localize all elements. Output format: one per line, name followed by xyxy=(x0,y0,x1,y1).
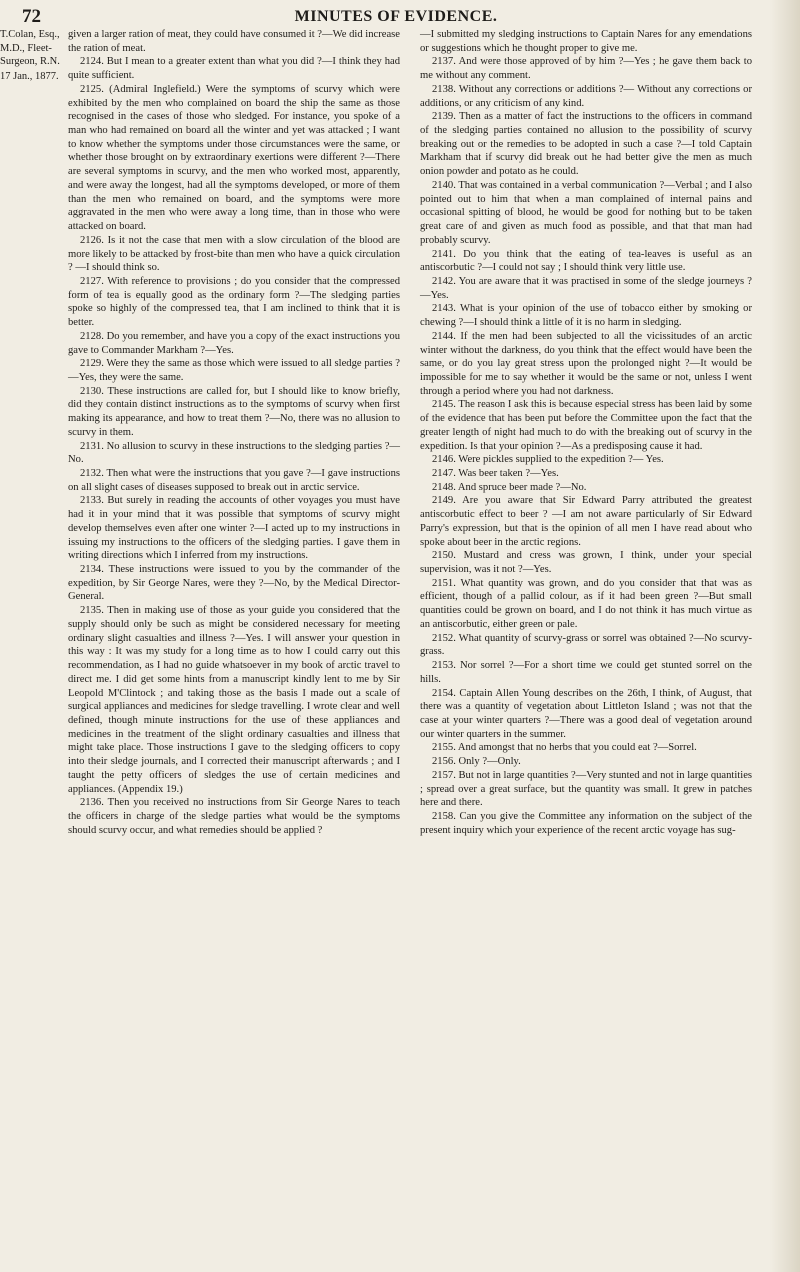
paragraph: —I submitted my sledging instructions to Captain Nares for any emendations or suggestions which he thought proper to give me. xyxy=(420,29,752,54)
paragraph: 2137. And were those approved of by him ?—Yes ; he gave them back to me without any comment. xyxy=(420,56,752,82)
paragraph: 2140. That was contained in a verbal communication ?—Verbal ; and I also pointed out to him that when a man complained of internal pains and occasional spitting of blood, he would be good for nothing but to be taken great care of and given as much food as possible, and that that man had probably scurvy. xyxy=(420,179,752,246)
paragraph: 2143. What is your opinion of the use of tobacco either by smoking or chewing ?—I should think a little of it is no harm in sledging. xyxy=(420,303,752,329)
page-edge-shadow xyxy=(770,0,800,1272)
paragraph: 2154. Captain Allen Young describes on the 26th, I think, of August, that there was a quantity of vegetation about Littleton Island ; was not that the case at your winter quarters ?—There was a good deal of vegetation around our winter quarters in the summer. xyxy=(420,687,752,740)
paragraph: 2132. Then what were the instructions that you gave ?—I gave instructions on all slight cases of diseases supposed to break out in arctic service. xyxy=(68,468,400,493)
paragraph: 2151. What quantity was grown, and do you consider that that was as efficient, though of a pallid colour, as if it had been green ?—But small quantities could be grown on board, and I do not think it has much virtue as an antiscorbutic, either green or pale. xyxy=(420,577,752,630)
paragraph: 2150. Mustard and cress was grown, I think, under your special supervision, was it not ?—Yes. xyxy=(420,550,752,576)
right-column xyxy=(420,28,752,837)
paragraph: 2133. But surely in reading the accounts of other voyages you must have had it in your mind that it was possible that symptoms of scurvy might develop themselves even after one winter ?—I acted up to my instructions in issuing my instructions to the officers of the sledging parties. I gave them in writing directions which I inferred from my instructions. xyxy=(68,495,400,562)
witness-name: T.Colan, Esq., M.D., Fleet-Surgeon, R.N. xyxy=(0,29,60,68)
margin-note xyxy=(0,28,62,82)
paragraph: 2142. You are aware that it was practised in some of the sledge journeys ?—Yes. xyxy=(420,275,752,301)
paragraph: 2124. But I mean to a greater extent than what you did ?—I think they had quite sufficient. xyxy=(68,56,400,82)
paragraph: 2146. Were pickles supplied to the expedition ?— Yes. xyxy=(432,454,664,466)
paragraph: 2125. (Admiral Inglefield.) Were the symptoms of scurvy which were exhibited by the men who complained on board the ship the same as those recognised in the cases of those who sledged. For instance, you spoke of a man who had remained on board all the winter and yet was attacked ; I want to know whether the symptoms under those circumstances were the same, or whether those brought on by extraordinary exertions were different ?—There are several symptoms in scurvy, and the men who worked most, apparently, and were away the longest, had all the symptoms developed, or more of them than the men who remained on board, and the symptoms were more aggravated in the men who were away a long time, than in those who were attacked on board. xyxy=(68,83,400,233)
paragraph: 2156. Only ?—Only. xyxy=(432,756,521,768)
paragraph: 2138. Without any corrections or additions ?— Without any corrections or additions, or any criticism of any kind. xyxy=(420,83,752,109)
paragraph: 2134. These instructions were issued to you by the commander of the expedition, by Sir George Nares, were they ?—No, by the Medical Director-General. xyxy=(68,564,400,603)
paragraph: 2147. Was beer taken ?—Yes. xyxy=(432,468,559,479)
paragraph: 2155. And amongst that no herbs that you could eat ?—Sorrel. xyxy=(432,742,697,754)
paragraph: 2136. Then you received no instructions from Sir George Nares to teach the officers in charge of the sledge parties what would be the symptoms should scurvy occur, and what remedies should be applied ? xyxy=(68,797,400,836)
paragraph: given a larger ration of meat, they could have consumed it ?—We did increase the ration of meat. xyxy=(68,29,400,54)
paragraph: 2128. Do you remember, and have you a copy of the exact instructions you gave to Commander Markham ?—Yes. xyxy=(68,330,400,356)
page-number: 72 xyxy=(22,6,41,27)
paragraph: 2141. Do you think that the eating of tea-leaves is useful as an antiscorbutic ?—I could not say ; I should think very little use. xyxy=(420,248,752,274)
paragraph: 2130. These instructions are called for, but I should like to know briefly, did they contain distinct instructions as to the symptoms of scurvy when first making its appearance, and how to treat them ?—No, there was no allusion to scurvy in them. xyxy=(68,385,400,438)
hearing-date: 17 Jan., 1877. xyxy=(0,71,59,82)
paragraph: 2152. What quantity of scurvy-grass or sorrel was obtained ?—No scurvy-grass. xyxy=(420,632,752,658)
paragraph: 2131. No allusion to scurvy in these instructions to the sledging parties ?—No. xyxy=(68,440,400,466)
running-title: MINUTES OF EVIDENCE. xyxy=(294,8,498,25)
paragraph: 2126. Is it not the case that men with a slow circulation of the blood are more likely to be attacked by frost-bite than men who have a quick circulation ? —I should think so. xyxy=(68,234,400,274)
paragraph: 2139. Then as a matter of fact the instructions to the officers in command of the sledging parties contained no allusion to the possibility of scurvy breaking out or the remedies to be adopted in such a case ?—I told Captain Markham that if scurvy did break out he had better give the men as much onion powder and potato as he could. xyxy=(420,111,752,178)
paragraph: 2144. If the men had been subjected to all the vicissitudes of an arctic winter without the darkness, do you think that the effect would have been the same, or do you lay great stress upon the prolonged night ?—It would be impossible for me to say whether it would be the same or not, unless I went through a period where you had not darkness. xyxy=(420,330,752,397)
paragraph: 2153. Nor sorrel ?—For a short time we could get stunted sorrel on the hills. xyxy=(420,660,752,685)
paragraph: 2127. With reference to provisions ; do you consider that the compressed form of tea is equally good as the ordinary form ?—The sledging parties spoke so highly of the compressed tea, that I am inclined to think that it is better. xyxy=(68,275,400,329)
paragraph: 2158. Can you give the Committee any information on the subject of the present inquiry which your experience of the recent arctic voyage has sug- xyxy=(420,810,752,836)
paragraph: 2148. And spruce beer made ?—No. xyxy=(432,481,587,493)
paragraph: 2157. But not in large quantities ?—Very stunted and not in large quantities ; spread over a great surface, but the quantity was small. It grew in patches here and there. xyxy=(420,769,753,809)
left-column xyxy=(68,28,400,837)
paragraph: 2145. The reason I ask this is because especial stress has been laid by some of the evidence that has been put before the Committee upon the fact that the greater length of night had much to do with the breaking out of scurvy in the expedition. Is that your opinion ?—As a predisposing cause it had. xyxy=(420,399,752,452)
paragraph: 2149. Are you aware that Sir Edward Parry attributed the greatest antiscorbutic effect to beer ? —I am not aware particularly of Sir Edward Parry's expression, but that is the opinion of all men I have read about who spoke about beer in the arctic regions. xyxy=(420,495,752,548)
paragraph: 2135. Then in making use of those as your guide you considered that the supply should only be such as might be considered necessary for meeting ordinary slight casualties and illness ?—Yes. I will answer your question in this way : It was my study for a long time as to how I could carry out this recommendation, as I had no guide whatsoever in my book of arctic travel to direct me. I did get some hints from a manuscript kindly lent to me by Sir Leopold M'Clintock ; and taking those as the basis I made out a scale of surgical appliances and medicines for sledge travelling. I wrote clear and well defined, though minute instructions for the use of these appliances and medicines in the treatment of the slight ordinary casualties and illness that might take place. Those instructions I gave to the sledging officers to copy into their sledge journals, and I corrected their manuscript afterwards ; and I taught the petty officers of sledges the use of certain medicines and appliances. (Appendix 19.) xyxy=(68,605,400,795)
paragraph: 2129. Were they the same as those which were issued to all sledge parties ?—Yes, they were the same. xyxy=(68,358,400,383)
